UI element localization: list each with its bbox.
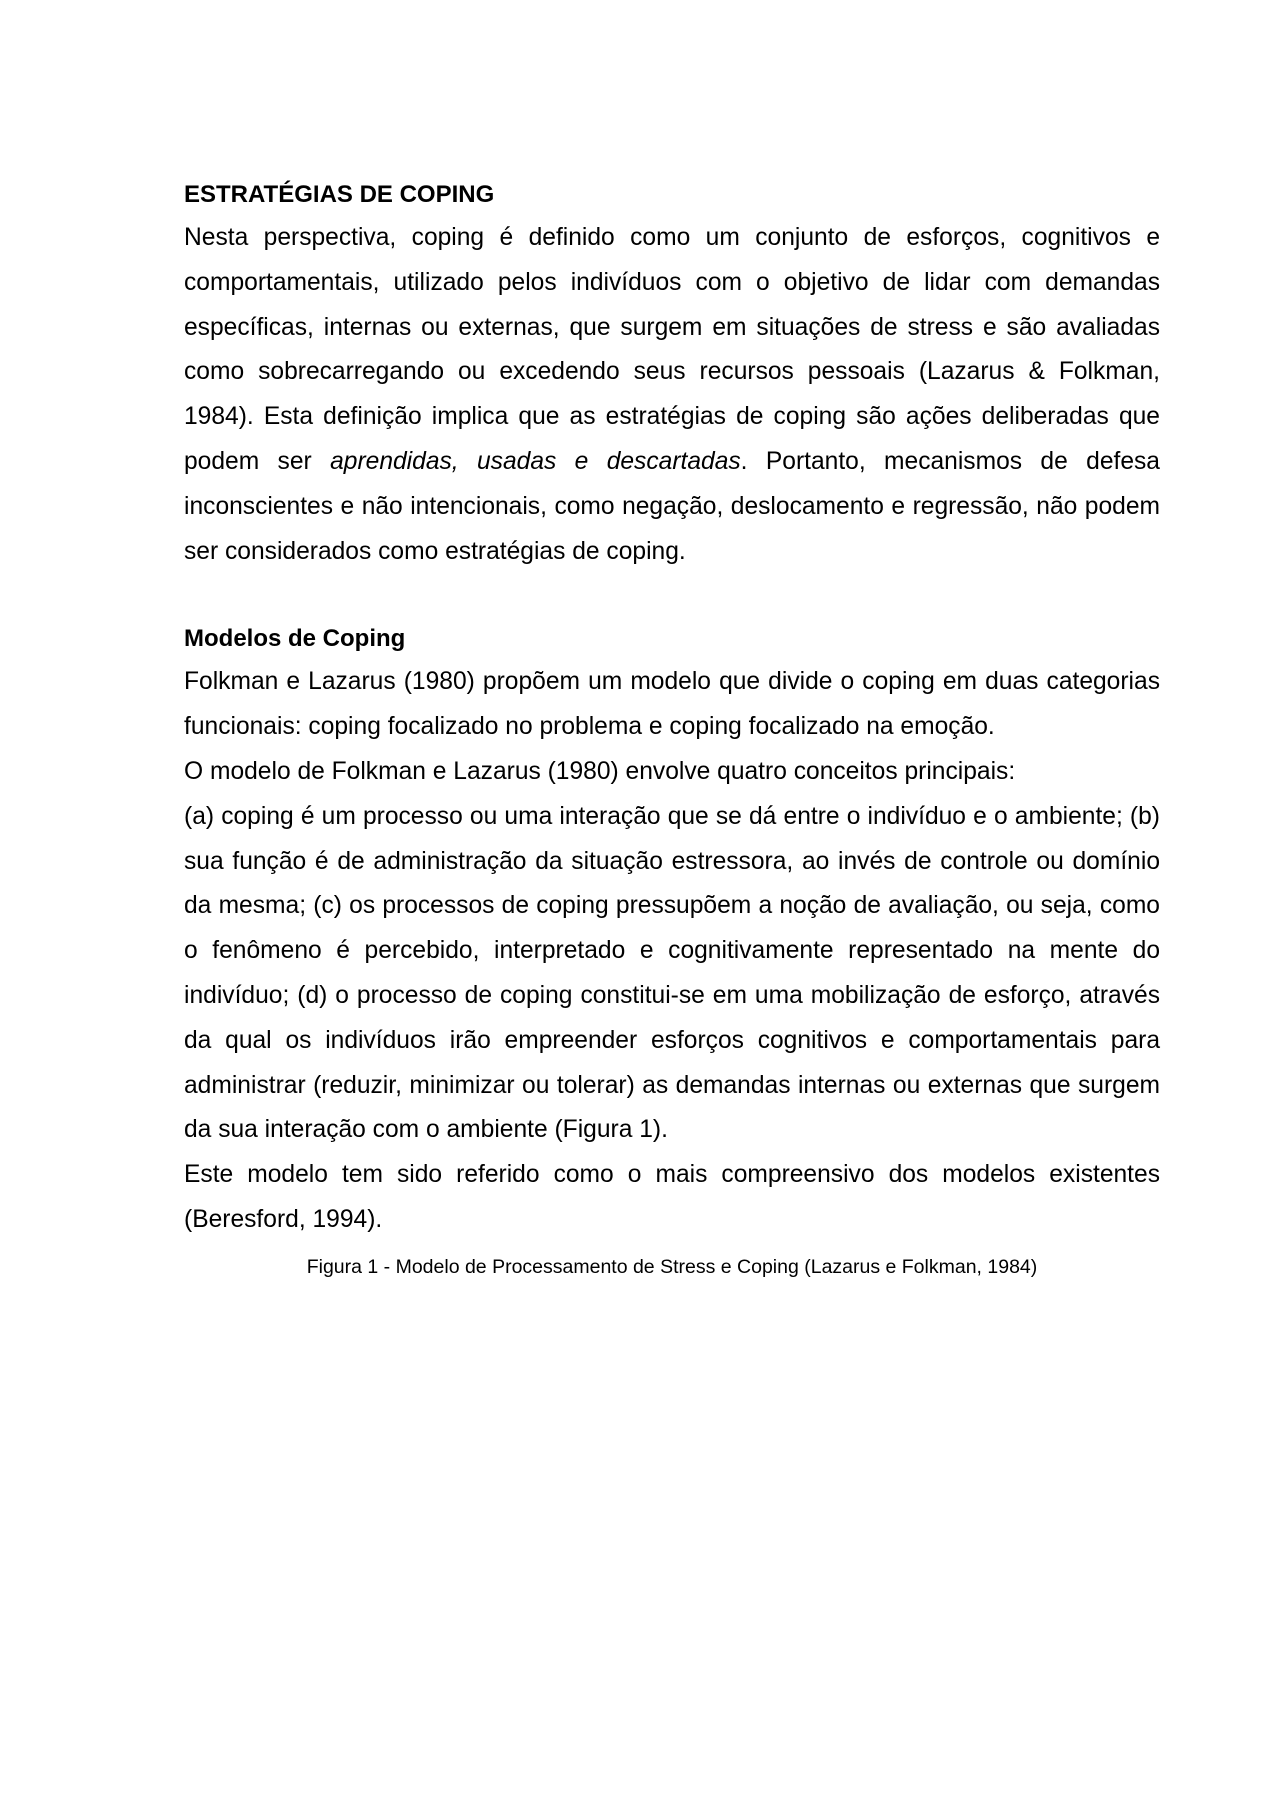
paragraph-coping-definition: [184, 216, 1160, 574]
section-spacer: [184, 574, 1160, 624]
section-heading-coping-models: Modelos de Coping: [184, 625, 406, 653]
paragraph-text-part: . Portanto, mecanismos de defesa inconscientes e não intencionais, como negação, deslocamento e regressão, não podem ser considerados como estratégias de coping.: [184, 447, 1160, 565]
paragraph-model-concepts-intro: O modelo de Folkman e Lazarus (1980) envolve quatro conceitos principais:: [184, 757, 1016, 785]
figure-caption: Figura 1 - Modelo de Processamento de Stress e Coping (Lazarus e Folkman, 1984): [306, 1255, 1038, 1278]
paragraph-model-categories: Folkman e Lazarus (1980) propõem um modelo que divide o coping em duas categorias funcionais: coping focalizado no problema e coping focalizado na emoção.: [184, 668, 1160, 741]
paragraph-model-reference: Este modelo tem sido referido como o mais compreensivo dos modelos existentes (Beresford, 1994).: [184, 1161, 1160, 1233]
section-heading-coping-strategies: ESTRATÉGIAS DE COPING: [184, 181, 495, 208]
paragraph-italic-text: aprendidas, usadas e descartadas: [330, 447, 741, 475]
paragraph-text-part: Nesta perspectiva, coping é definido como um conjunto de esforços, cognitivos e comportamentais, utilizado pelos indivíduos com o objetivo de lidar com demandas específicas, internas ou externas, que surgem em situações de stress e são avaliadas como sobrecarregando ou excedendo seus recursos pessoais (Lazarus & Folkman, 1984). Esta definição implica que as estratégias de coping são ações deliberadas que podem ser: [184, 224, 1160, 475]
document-page: [184, 180, 1160, 1281]
paragraph-model-concepts: (a) coping é um processo ou uma interação que se dá entre o indivíduo e o ambiente; (b) sua função é de administração da situação estressora, ao invés de controle ou domínio da mesma; (c) os processos de coping pressupõem a noção de avaliação, ou seja, como o fenômeno é percebido, interpretado e cognitivamente representado na mente do indivíduo; (d) o processo de coping constitui-se em uma mobilização de esforço, através da qual os indivíduos irão empreender esforços cognitivos e comportamentais para administrar (reduzir, minimizar ou tolerar) as demandas internas ou externas que surgem da sua interação com o ambiente (Figura 1).: [184, 802, 1160, 1144]
